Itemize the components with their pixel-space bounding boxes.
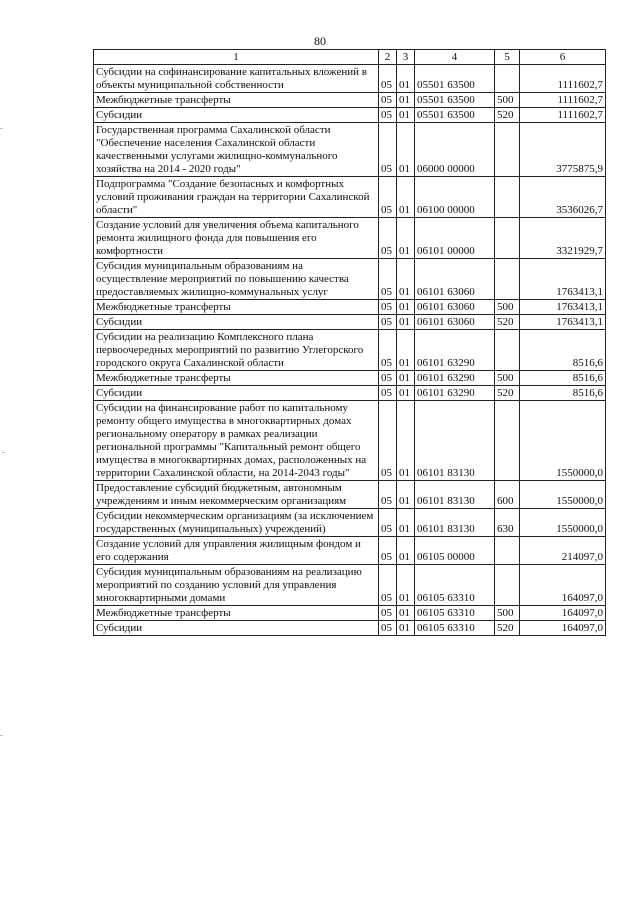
cell-subsection: 01 — [397, 371, 415, 386]
cell-section: 05 — [379, 315, 397, 330]
cell-section: 05 — [379, 259, 397, 300]
table-row — [94, 177, 606, 218]
table-row — [94, 93, 606, 108]
budget-table — [93, 49, 606, 636]
cell-name: Межбюджетные трансферты — [94, 300, 379, 315]
table-row — [94, 621, 606, 636]
cell-target-code: 06105 63310 — [415, 606, 495, 621]
table-row — [94, 565, 606, 606]
table-header-row — [94, 50, 606, 65]
table-row — [94, 401, 606, 481]
cell-subsection: 01 — [397, 177, 415, 218]
table-row — [94, 65, 606, 93]
column-header: 2 — [379, 50, 397, 65]
cell-subsection: 01 — [397, 93, 415, 108]
cell-amount: 3321929,7 — [520, 218, 606, 259]
column-header: 6 — [520, 50, 606, 65]
cell-subsection: 01 — [397, 65, 415, 93]
cell-name: Подпрограмма "Создание безопасных и комфортных условий проживания граждан на территории Сахалинской области" — [94, 177, 379, 218]
cell-subsection: 01 — [397, 509, 415, 537]
cell-amount: 164097,0 — [520, 606, 606, 621]
cell-subsection: 01 — [397, 123, 415, 177]
table-row — [94, 386, 606, 401]
cell-target-code: 06000 00000 — [415, 123, 495, 177]
cell-section: 05 — [379, 386, 397, 401]
cell-name: Субсидии — [94, 386, 379, 401]
cell-target-code: 06101 63290 — [415, 330, 495, 371]
cell-amount: 1111602,7 — [520, 108, 606, 123]
cell-expense-type — [495, 330, 520, 371]
page-number: 80 — [314, 34, 326, 48]
cell-amount: 3775875,9 — [520, 123, 606, 177]
cell-target-code: 06101 83130 — [415, 481, 495, 509]
cell-expense-type: 500 — [495, 300, 520, 315]
cell-amount: 1111602,7 — [520, 93, 606, 108]
cell-section: 05 — [379, 123, 397, 177]
cell-name: Государственная программа Сахалинской области "Обеспечение населения Сахалинской области качественными услугами жилищно-коммунального хозяйства на 2014 - 2020 годы" — [94, 123, 379, 177]
table-row — [94, 108, 606, 123]
cell-section: 05 — [379, 218, 397, 259]
cell-expense-type: 600 — [495, 481, 520, 509]
cell-expense-type: 630 — [495, 509, 520, 537]
cell-subsection: 01 — [397, 300, 415, 315]
cell-name: Субсидии — [94, 621, 379, 636]
cell-name: Субсидии на софинансирование капитальных вложений в объекты муниципальной собственности — [94, 65, 379, 93]
cell-target-code: 05501 63500 — [415, 65, 495, 93]
cell-section: 05 — [379, 509, 397, 537]
cell-amount: 8516,6 — [520, 371, 606, 386]
table-row — [94, 371, 606, 386]
cell-name: Предоставление субсидий бюджетным, автономным учреждениям и иным некоммерческим организациям — [94, 481, 379, 509]
cell-amount: 164097,0 — [520, 621, 606, 636]
cell-subsection: 01 — [397, 330, 415, 371]
table-row — [94, 300, 606, 315]
cell-name: Межбюджетные трансферты — [94, 371, 379, 386]
cell-expense-type — [495, 401, 520, 481]
cell-name: Субсидии некоммерческим организациям (за исключением государственных (муниципальных) учреждений) — [94, 509, 379, 537]
column-header: 3 — [397, 50, 415, 65]
cell-amount: 1550000,0 — [520, 481, 606, 509]
cell-expense-type — [495, 65, 520, 93]
scan-mark — [2, 452, 5, 453]
cell-expense-type — [495, 565, 520, 606]
cell-subsection: 01 — [397, 565, 415, 606]
cell-section: 05 — [379, 537, 397, 565]
cell-subsection: 01 — [397, 401, 415, 481]
cell-subsection: 01 — [397, 537, 415, 565]
cell-expense-type — [495, 177, 520, 218]
cell-section: 05 — [379, 481, 397, 509]
cell-amount: 8516,6 — [520, 330, 606, 371]
cell-section: 05 — [379, 65, 397, 93]
cell-name: Субсидии на реализацию Комплексного плана первоочередных мероприятий по развитию Углегорского городского округа Сахалинской области — [94, 330, 379, 371]
table-row — [94, 606, 606, 621]
cell-subsection: 01 — [397, 218, 415, 259]
cell-name: Создание условий для увеличения объема капитального ремонта жилищного фонда для повышения его комфортности — [94, 218, 379, 259]
cell-amount: 1550000,0 — [520, 401, 606, 481]
cell-name: Субсидии — [94, 108, 379, 123]
cell-subsection: 01 — [397, 259, 415, 300]
cell-amount: 3536026,7 — [520, 177, 606, 218]
cell-expense-type — [495, 123, 520, 177]
cell-amount: 1763413,1 — [520, 315, 606, 330]
cell-amount: 1763413,1 — [520, 300, 606, 315]
cell-subsection: 01 — [397, 481, 415, 509]
cell-target-code: 06101 63060 — [415, 315, 495, 330]
cell-subsection: 01 — [397, 606, 415, 621]
cell-name: Межбюджетные трансферты — [94, 93, 379, 108]
cell-amount: 164097,0 — [520, 565, 606, 606]
cell-expense-type: 500 — [495, 606, 520, 621]
cell-section: 05 — [379, 606, 397, 621]
cell-section: 05 — [379, 401, 397, 481]
cell-name: Создание условий для управления жилищным фондом и его содержания — [94, 537, 379, 565]
cell-target-code: 05501 63500 — [415, 93, 495, 108]
table-row — [94, 537, 606, 565]
column-header: 4 — [415, 50, 495, 65]
cell-amount: 1550000,0 — [520, 509, 606, 537]
cell-target-code: 05501 63500 — [415, 108, 495, 123]
cell-expense-type — [495, 218, 520, 259]
table-row — [94, 330, 606, 371]
cell-amount: 1111602,7 — [520, 65, 606, 93]
cell-section: 05 — [379, 108, 397, 123]
cell-amount: 8516,6 — [520, 386, 606, 401]
cell-expense-type — [495, 259, 520, 300]
cell-name: Субсидия муниципальным образованиям на осуществление мероприятий по повышению качества предоставляемых жилищно-коммунальных услуг — [94, 259, 379, 300]
cell-subsection: 01 — [397, 108, 415, 123]
cell-target-code: 06105 63310 — [415, 621, 495, 636]
cell-target-code: 06100 00000 — [415, 177, 495, 218]
column-header: 5 — [495, 50, 520, 65]
table-row — [94, 259, 606, 300]
cell-section: 05 — [379, 621, 397, 636]
cell-amount: 214097,0 — [520, 537, 606, 565]
cell-name: Субсидия муниципальным образованиям на реализацию мероприятий по созданию условий для управления многоквартирными домами — [94, 565, 379, 606]
cell-target-code: 06101 83130 — [415, 401, 495, 481]
cell-section: 05 — [379, 371, 397, 386]
cell-name: Субсидии на финансирование работ по капитальному ремонту общего имущества в многоквартирных домах региональному оператору в рамках реализации региональной программы "Капитальный ремонт общего имущества в многоквартирных домах, расположенных на территории Сахалинской области, на 2014-2043 годы" — [94, 401, 379, 481]
cell-expense-type: 520 — [495, 621, 520, 636]
cell-expense-type: 520 — [495, 386, 520, 401]
cell-target-code: 06105 63310 — [415, 565, 495, 606]
cell-subsection: 01 — [397, 386, 415, 401]
cell-name: Субсидии — [94, 315, 379, 330]
cell-section: 05 — [379, 300, 397, 315]
cell-target-code: 06101 63060 — [415, 300, 495, 315]
cell-target-code: 06101 63060 — [415, 259, 495, 300]
cell-subsection: 01 — [397, 315, 415, 330]
table-row — [94, 315, 606, 330]
cell-section: 05 — [379, 565, 397, 606]
cell-expense-type: 520 — [495, 108, 520, 123]
table-row — [94, 123, 606, 177]
column-header: 1 — [94, 50, 379, 65]
cell-target-code: 06101 63290 — [415, 371, 495, 386]
cell-name: Межбюджетные трансферты — [94, 606, 379, 621]
cell-section: 05 — [379, 177, 397, 218]
cell-expense-type — [495, 537, 520, 565]
cell-target-code: 06101 83130 — [415, 509, 495, 537]
cell-target-code: 06105 00000 — [415, 537, 495, 565]
table-row — [94, 481, 606, 509]
cell-amount: 1763413,1 — [520, 259, 606, 300]
scan-mark — [0, 128, 3, 129]
cell-target-code: 06101 00000 — [415, 218, 495, 259]
cell-subsection: 01 — [397, 621, 415, 636]
scan-mark — [0, 735, 3, 736]
cell-target-code: 06101 63290 — [415, 386, 495, 401]
table-row — [94, 509, 606, 537]
cell-expense-type: 500 — [495, 93, 520, 108]
cell-section: 05 — [379, 330, 397, 371]
table-row — [94, 218, 606, 259]
cell-expense-type: 520 — [495, 315, 520, 330]
cell-expense-type: 500 — [495, 371, 520, 386]
cell-section: 05 — [379, 93, 397, 108]
